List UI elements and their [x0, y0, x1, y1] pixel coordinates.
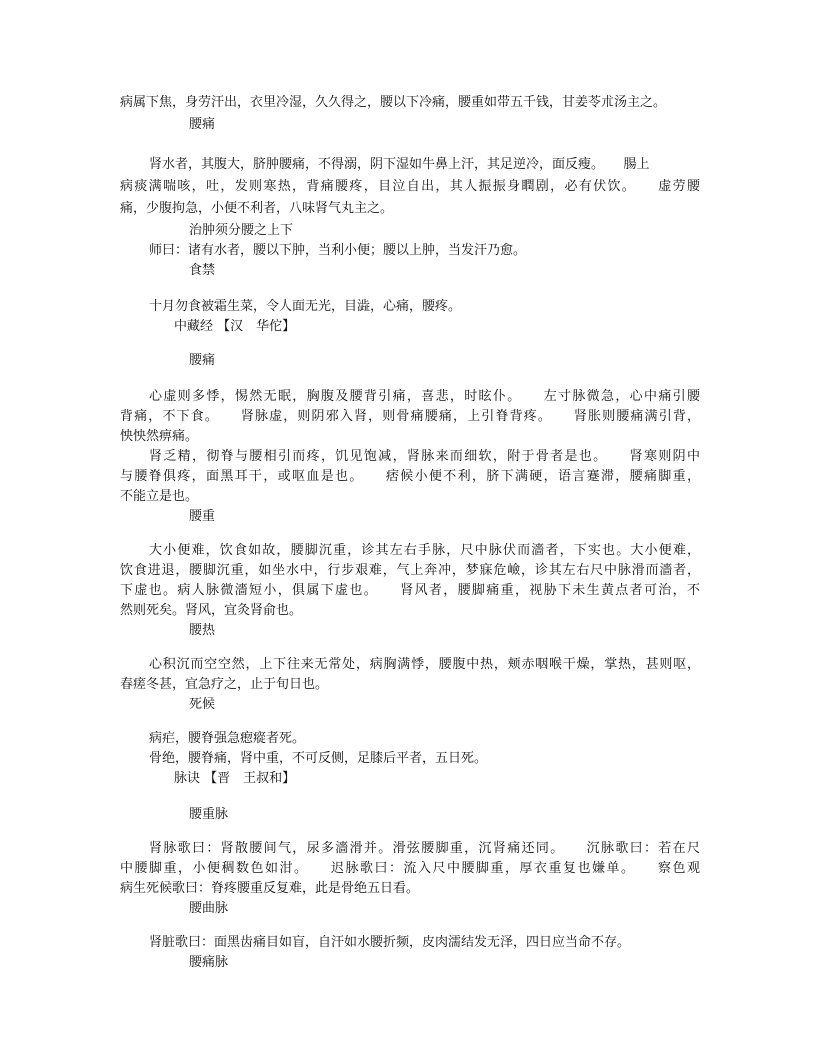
paragraph-line: 饮食进退，腰脚沉重，如坐水中，行步艰难，气上奔冲，梦寐危嶮，诊其左右尺中脉滑而濇者，	[120, 563, 700, 578]
book-heading: 脉诀 【晋 王叔和】	[174, 771, 296, 786]
paragraph-line: 下虚也。病人脉微濇短小，俱属下虚也。 肾风者，腰脚痛重，视胁下未生黄点者可治，不	[120, 583, 700, 598]
paragraph-line: 痛，少腹拘急，小便不利者，八味肾气丸主之。	[120, 201, 394, 216]
section-heading: 腰热	[189, 623, 216, 638]
paragraph-line: 病疟，腰脊强急瘛瘲者死。	[149, 731, 306, 746]
paragraph-line: 病生死候歌曰：脊疼腰重反复难，此是骨绝五日看。	[120, 881, 420, 896]
section-heading: 腰痛脉	[189, 955, 229, 970]
paragraph-line: 中腰脚重，小便稠数色如泔。 迟脉歌曰：流入尺中腰脚重，厚衣重复也嫌单。 察色观	[120, 861, 700, 876]
paragraph-line: 肾乏精，彻脊与腰相引而疼，饥见饱减，肾脉来而细软，附于骨者是也。 肾寒则阴中	[149, 449, 700, 464]
section-heading: 腰重	[189, 509, 216, 524]
section-heading: 死候	[189, 697, 216, 712]
paragraph-line: 大小便难，饮食如故，腰脚沉重，诊其左右手脉，尺中脉伏而濇者，下实也。大小便难，	[149, 543, 700, 558]
paragraph-line: 病属下焦，身劳汗出，衣里冷湿，久久得之，腰以下冷痛，腰重如带五千钱，甘姜苓朮汤主之。	[120, 95, 667, 110]
paragraph-line: 背痛，不下食。 肾脉虚，则阴邪入肾，则骨痛腰痛，上引脊背疼。 肾胀则腰痛满引背，	[120, 409, 700, 424]
paragraph-line: 春瘥冬甚，宜急疗之，止于旬日也。	[120, 677, 329, 692]
section-heading: 腰痛	[189, 117, 216, 132]
paragraph-line: 肾脉歌曰：肾散腰间气，尿多濇滑并。滑弦腰脚重，沉肾痛还同。 沉脉歌曰：若在尺	[149, 841, 700, 856]
paragraph-line: 病痰满喘咳，吐，发则寒热，背痛腰疼，目泣自出，其人振振身瞤剧，必有伏饮。 虚劳腰	[120, 179, 700, 194]
paragraph-line: 与腰脊俱疼，面黑耳干，或呕血是也。 痞候小便不利，脐下满硬，语言蹇滞，腰痛脚重，	[120, 469, 700, 484]
section-heading: 治肿须分腰之上下	[189, 223, 294, 238]
paragraph-line: 心积沉而空空然，上下往来无常处，病胸满悸，腰腹中热，颊赤咽喉干燥，掌热，甚则呕，	[149, 657, 700, 672]
paragraph-line: 心虚则多悸，惕然无眠，胸腹及腰背引痛，喜悲，时眩仆。 左寸脉微急，心中痛引腰	[149, 389, 700, 404]
book-heading: 中藏经 【汉 华佗】	[174, 319, 296, 334]
section-heading: 食禁	[189, 263, 216, 278]
paragraph-line: 然则死矣。肾风，宜灸肾俞也。	[120, 603, 303, 618]
paragraph-line: 怏怏然痹痛。	[120, 429, 199, 444]
paragraph-line: 不能立是也。	[120, 489, 199, 504]
section-heading: 腰曲脉	[189, 901, 229, 916]
paragraph-line: 骨绝，腰脊痛，肾中重，不可反侧，足膝后平者，五日死。	[149, 751, 488, 766]
paragraph-line: 师曰：诸有水者，腰以下肿，当利小便；腰以上肿，当发汗乃愈。	[149, 243, 527, 258]
section-heading: 腰痛	[189, 353, 216, 368]
paragraph-line: 十月勿食被霜生菜，令人面无光，目澁，心痛，腰疼。	[149, 299, 462, 314]
paragraph-line: 肾脏歌曰：面黑齿痛目如盲，自汗如水腰折频，皮肉濡结发无泽，四日应当命不存。	[149, 935, 631, 950]
section-heading: 腰重脉	[189, 807, 229, 822]
paragraph-line: 肾水者，其腹大，脐肿腰痛，不得溺，阴下湿如牛鼻上汗，其足逆冷，面反瘦。 腸上	[149, 157, 650, 172]
